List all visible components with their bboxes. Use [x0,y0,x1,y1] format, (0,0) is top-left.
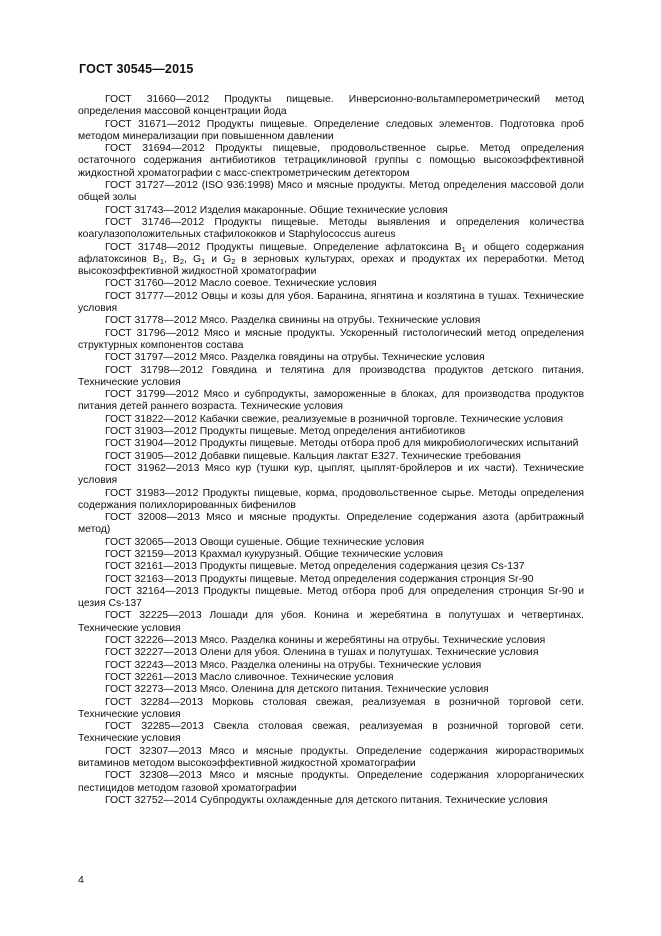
list-item: ГОСТ 31796—2012 Мясо и мясные продукты. Ускоренный гистологический метод определения структурных компонентов состава [78,327,584,351]
list-item: ГОСТ 31777—2012 Овцы и козы для убоя. Баранина, ягнятина и козлятина в тушах. Технические условия [78,290,584,315]
page-header: ГОСТ 30545—2015 [79,62,194,76]
entry-text: в зерновых культурах, орехах и продуктах их переработки. Метод высокоэффективной жидкостной хроматографии [78,253,584,278]
list-item: ГОСТ 32226—2013 Мясо. Разделка конины и жеребятины на отрубы. Технические условия [105,635,546,647]
list-item: ГОСТ 32159—2013 Крахмал кукурузный. Общие технические условия [105,548,444,560]
list-item: ГОСТ 31743—2012 Изделия макаронные. Общие технические условия [105,204,448,216]
list-item: ГОСТ 32164—2013 Продукты пищевые. Метод отбора проб для определения стронция Sr-90 и цезия Cs-137 [78,585,584,610]
list-item: ГОСТ 31660—2012 Продукты пищевые. Инверсионно-вольтамперометрический метод определения массовой концентрации йода [78,94,584,118]
list-item: ГОСТ 32752—2014 Субпродукты охлажденные для детского питания. Технические условия [105,794,548,806]
list-item: ГОСТ 32065—2013 Овощи сушеные. Общие технические условия [105,536,425,548]
page-number: 4 [78,874,84,886]
entry-text: и общего содержания афлатоксинов B [78,241,584,265]
list-item: ГОСТ 31903—2012 Продукты пищевые. Метод определения антибиотиков [105,426,466,438]
list-item: ГОСТ 32225—2013 Лошади для убоя. Конина и жеребятина в полутушах и четвертинах. Технические условия [78,610,584,634]
list-item: ГОСТ 31671—2012 Продукты пищевые. Определение следовых элементов. Подготовка проб методом минерализации при повышенном давлении [78,118,584,142]
list-item: ГОСТ 31983—2012 Продукты пищевые, корма, продовольственное сырье. Методы определения содержания полихлорированных бифенилов [78,487,584,511]
standards-list [78,94,584,807]
list-item: ГОСТ 32163—2013 Продукты пищевые. Метод определения содержания стронция Sr-90 [105,573,534,585]
list-item: ГОСТ 32307—2013 Мясо и мясные продукты. Определение содержания жирорастворимых витаминов методом высокоэффективной жидкостной хроматографии [78,745,584,770]
list-item: ГОСТ 31798—2012 Говядина и телятина для производства продуктов детского питания. Технические условия [78,364,584,388]
list-item: ГОСТ 31778—2012 Мясо. Разделка свинины на отрубы. Технические условия [105,315,481,327]
entry-text: ГОСТ 31748—2012 Продукты пищевые. Определение афлатоксина B [105,241,462,253]
list-item: ГОСТ 31822—2012 Кабачки свежие, реализуемые в розничной торговле. Технические условия [105,413,563,425]
subscript: 2 [179,256,185,266]
entry-text: , B [163,253,180,265]
list-item: ГОСТ 32227—2013 Олени для убоя. Оленина в тушах и полутушах. Технические условия [105,647,539,659]
list-item: ГОСТ 31799—2012 Мясо и субпродукты, замороженные в блоках, для производства продуктов питания детей раннего возраста. Технические условия [78,389,584,413]
list-item: ГОСТ 32008—2013 Мясо и мясные продукты. Определение содержания азота (арбитражный метод) [78,512,584,536]
subscript: 1 [159,256,164,266]
subscript: 1 [461,244,466,254]
list-item-aflatoxin [78,242,584,279]
entry-text: , G [184,253,202,265]
list-item: ГОСТ 31694—2012 Продукты пищевые, продовольственное сырье. Метод определения остаточного содержания антибиотиков тетрациклиновой группы с помощью высокоэффективной жидкостной хроматографии с масс-спектрометрическим детектором [78,143,584,179]
list-item: ГОСТ 31797—2012 Мясо. Разделка говядины на отрубы. Технические условия [105,352,485,364]
subscript: 1 [201,256,206,266]
list-item: ГОСТ 31962—2013 Мясо кур (тушки кур, цыплят, цыплят-бройлеров и их части). Технические условия [78,462,584,487]
entry-text: и G [205,253,232,265]
list-item: ГОСТ 31727—2012 (ISO 936:1998) Мясо и мясные продукты. Метод определения массовой доли общей золы [78,180,584,204]
list-item: ГОСТ 31904—2012 Продукты пищевые. Методы отбора проб для микробиологических испытаний [105,438,579,450]
list-item: ГОСТ 32308—2013 Мясо и мясные продукты. Определение содержания хлорорганических пестицидов методом газовой хроматографии [78,770,584,794]
list-item: ГОСТ 32243—2013 Мясо. Разделка оленины на отрубы. Технические условия [105,659,482,671]
list-item: ГОСТ 32161—2013 Продукты пищевые. Метод определения содержания цезия Cs-137 [105,561,525,573]
list-item: ГОСТ 31760—2012 Масло соевое. Технические условия [105,278,377,290]
subscript: 2 [231,256,236,266]
list-item: ГОСТ 32284—2013 Морковь столовая свежая, реализуемая в розничной торговой сети. Технические условия [78,696,584,720]
list-item: ГОСТ 32273—2013 Мясо. Оленина для детского питания. Технические условия [105,684,489,696]
list-item: ГОСТ 32261—2013 Масло сливочное. Технические условия [105,671,394,683]
list-item: ГОСТ 31905—2012 Добавки пищевые. Кальция лактат E327. Технические требования [105,450,521,462]
list-item: ГОСТ 31746—2012 Продукты пищевые. Методы выявления и определения количества коагулазоположительных стафилококков и Staphylococcus aureus [78,216,584,241]
list-item: ГОСТ 32285—2013 Свекла столовая свежая, реализуемая в розничной торговой сети. Технические условия [78,721,584,745]
